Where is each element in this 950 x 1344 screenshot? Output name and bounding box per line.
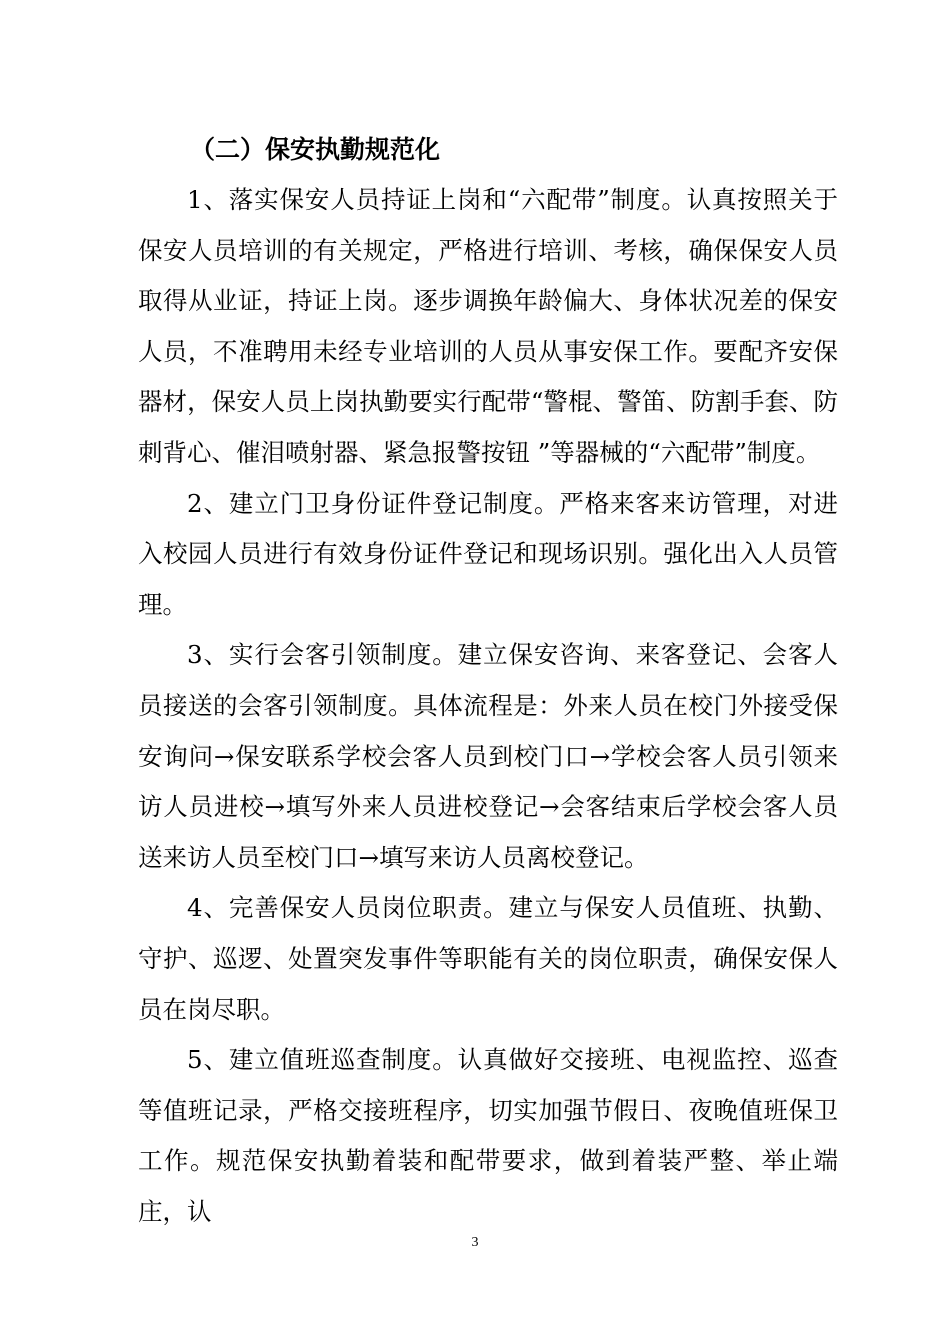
section-heading: （二）保安执勤规范化: [190, 135, 441, 164]
paragraph-2: 2、建立门卫身份证件登记制度。严格来客来访管理，对进入校园人员进行有效身份证件登记和现场识别。强化出入人员管理。: [138, 488, 838, 619]
paragraph-1: 1、落实保安人员持证上岗和“六配带”制度。认真按照关于保安人员培训的有关规定，严格进行培训、考核，确保保安人员取得从业证，持证上岗。逐步调换年龄偏大、身体状况差的保安人员，不准聘用未经专业培训的人员从事安保工作。要配齐安保器材，保安人员上岗执勤要实行配带“警棍、警笛、防割手套、防刺背心、催泪喷射器、紧急报警按钮 ”等器械的“六配带”制度。: [138, 185, 838, 467]
paragraph-3: 3、实行会客引领制度。建立保安咨询、来客登记、会客人员接送的会客引领制度。具体流程是：外来人员在校门外接受保安询问→保安联系学校会客人员到校门口→学校会客人员引领来访人员进校→填写外来人员进校登记→会客结束后学校会客人员送来访人员至校门口→填写来访人员离校登记。: [138, 640, 838, 872]
body-text: [138, 175, 838, 1237]
page-number: 3: [471, 1235, 479, 1250]
paragraph-5: 5、建立值班巡查制度。认真做好交接班、电视监控、巡查等值班记录，严格交接班程序，切实加强节假日、夜晚值班保卫工作。规范保安执勤着装和配带要求，做到着装严整、举止端庄，认: [138, 1045, 838, 1226]
paragraph-4: 4、完善保安人员岗位职责。建立与保安人员值班、执勤、守护、巡逻、处置突发事件等职能有关的岗位职责，确保安保人员在岗尽职。: [138, 893, 838, 1024]
